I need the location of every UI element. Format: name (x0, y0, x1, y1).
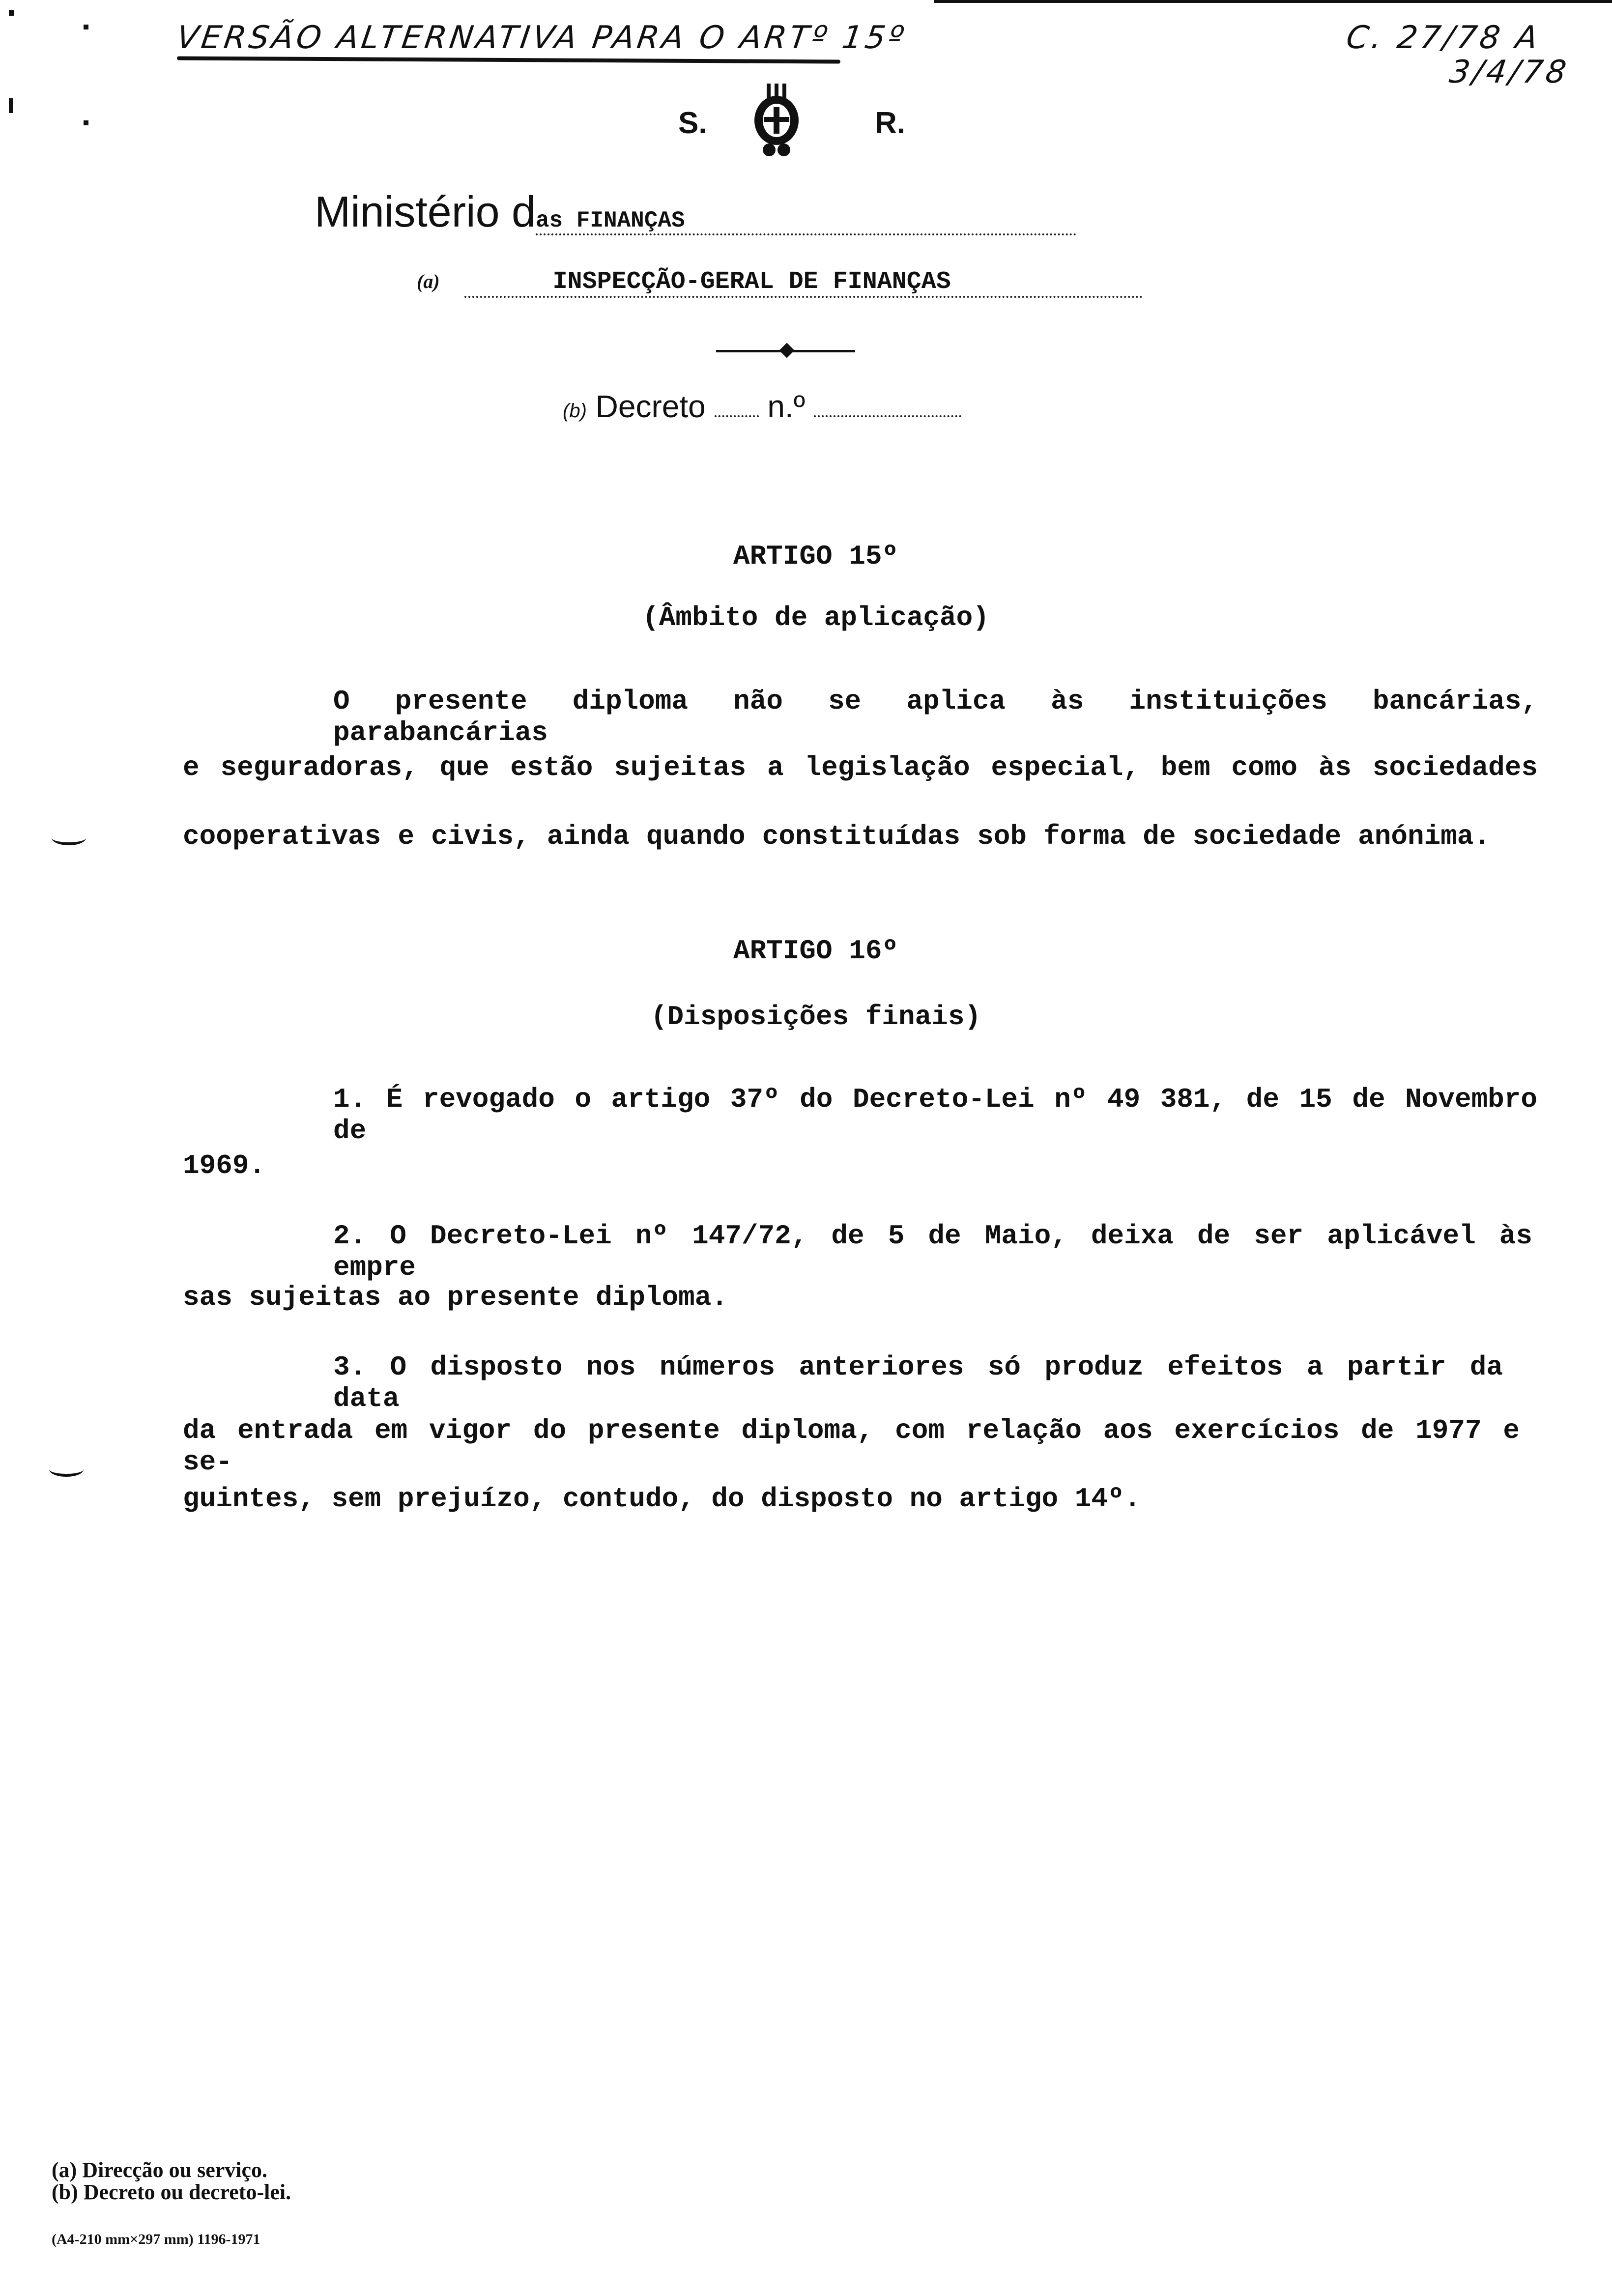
handwritten-reference: C. 27/78 A (1344, 20, 1543, 56)
decree-number-label: n.º (767, 389, 806, 424)
service-marker: (a) (417, 270, 440, 292)
service-line (417, 268, 1143, 298)
emblem-right-letter: R. (875, 106, 905, 140)
handwritten-date: 3/4/78 (1447, 54, 1572, 90)
margin-speck (84, 25, 88, 29)
article-16-line: guintes, sem prejuízo, contudo, do disposto no artigo 14º. (183, 1483, 1141, 1515)
margin-speck (9, 10, 14, 16)
footnote: (b) Decreto ou decreto-lei. (52, 2180, 291, 2204)
margin-speck (9, 98, 13, 113)
margin-speck (84, 120, 88, 125)
margin-bracket-mark (52, 831, 86, 845)
article-15-line: cooperativas e civis, ainda quando constituídas sob forma de sociedade anónima. (183, 821, 1490, 852)
form-code: (A4-210 mm×297 mm) 1196-1971 (52, 2231, 260, 2247)
ministry-fill: as FINANÇAS (536, 208, 1076, 235)
ministry-prefix: Ministério d (315, 187, 536, 236)
emblem-left-letter: S. (678, 106, 707, 140)
article-15-subheading: (Âmbito de aplicação) (642, 602, 989, 633)
margin-bracket-mark (49, 1462, 84, 1477)
article-16-line: 1969. (183, 1150, 266, 1181)
footnote: (a) Direcção ou serviço. (52, 2158, 268, 2182)
article-16-line: sas sujeitas ao presente diploma. (183, 1282, 728, 1313)
decree-marker: (b) (563, 400, 587, 422)
article-16-subheading: (Disposições finais) (650, 1001, 981, 1033)
article-15-line: e seguradoras, que estão sujeitas a legislação especial, bem como às sociedades (183, 752, 1538, 783)
article-15-heading: ARTIGO 15º (733, 541, 899, 572)
ministry-line (315, 187, 1251, 236)
coat-of-arms-icon (747, 84, 806, 157)
decree-line (563, 388, 961, 425)
divider-diamond (779, 343, 794, 358)
article-16-line: 2. O Decreto-Lei nº 147/72, de 5 de Maio, deixa de ser aplicável às empre (333, 1220, 1532, 1283)
article-16-line: 3. O disposto nos números anteriores só produz efeitos a partir da data (333, 1351, 1503, 1414)
handwritten-title: VERSÃO ALTERNATIVA PARA O ARTº 15º (174, 20, 909, 56)
article-16-heading: ARTIGO 16º (733, 935, 899, 967)
article-15-line: O presente diploma não se aplica às instituições bancárias, parabancárias (333, 686, 1538, 748)
top-rule (934, 0, 1612, 3)
service-fill: INSPECÇÃO-GERAL DE FINANÇAS (464, 268, 1143, 298)
decree-label: Decreto (595, 389, 706, 424)
decree-number-blank (814, 415, 961, 417)
decree-type-blank (715, 415, 759, 417)
article-16-line: da entrada em vigor do presente diploma, com relação aos exercícios de 1977 e se- (183, 1415, 1520, 1478)
handwritten-underline (177, 56, 840, 63)
article-16-line: 1. É revogado o artigo 37º do Decreto-Lei nº 49 381, de 15 de Novembro de (333, 1084, 1537, 1147)
